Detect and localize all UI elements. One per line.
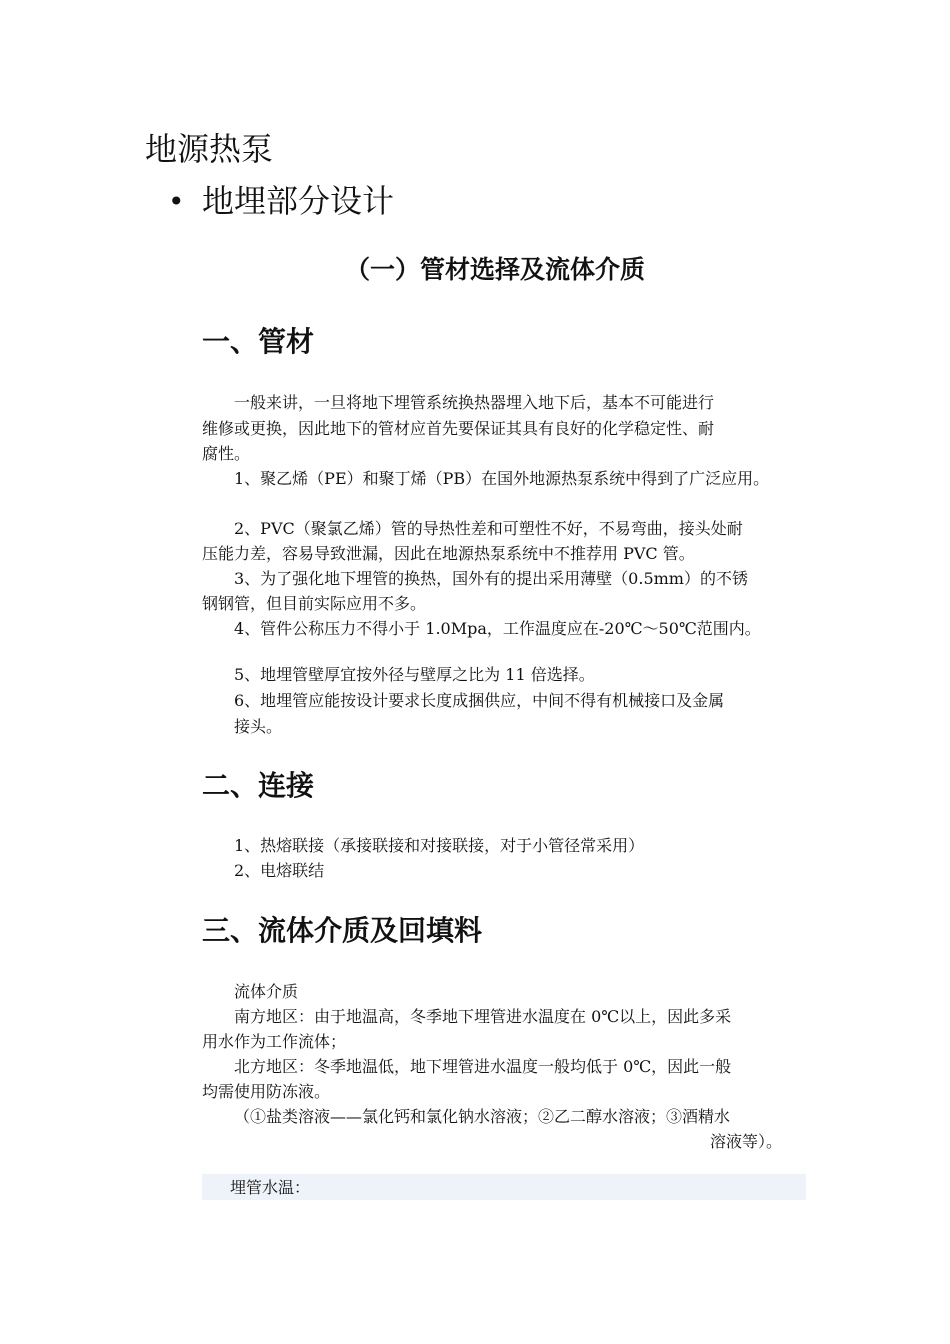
subsection-title: （一）管材选择及流体介质 (345, 255, 646, 284)
heading-fluid: 三、流体介质及回填料 (202, 914, 483, 947)
pipe-item-continuation: 接头。 (234, 717, 283, 736)
connection-item: 1、热熔联接（承接联接和对接联接，对于小管径常采用） (234, 836, 645, 855)
pipe-item-continuation: 压能力差，容易导致泄漏，因此在地源热泵系统中不推荐用 PVC 管。 (202, 544, 695, 563)
section-title: 地埋部分设计 (202, 182, 395, 220)
fluid-line: 北方地区：冬季地温低，地下埋管进水温度一般均低于 0℃，因此一般 (234, 1057, 732, 1076)
pipe-paragraph-line: 维修或更换，因此地下的管材应首先要保证其具有良好的化学稳定性、耐 (202, 419, 715, 438)
pipe-paragraph-line: 一般来讲，一旦将地下埋管系统换热器埋入地下后，基本不可能进行 (234, 393, 715, 412)
pipe-paragraph-line: 腐性。 (202, 444, 251, 463)
section-bullet: • (168, 185, 185, 218)
note-text: 埋管水温： (230, 1178, 311, 1197)
pipe-item: 6、地埋管应能按设计要求长度成捆供应，中间不得有机械接口及金属 (234, 691, 725, 710)
pipe-item-continuation: 钢钢管，但目前实际应用不多。 (202, 594, 427, 613)
pipe-item: 2、PVC（聚氯乙烯）管的导热性差和可塑性不好，不易弯曲，接头处耐 (234, 519, 743, 538)
heading-connection: 二、连接 (202, 769, 315, 802)
heading-pipe: 一、管材 (202, 325, 315, 358)
pipe-item: 1、聚乙烯（PE）和聚丁烯（PB）在国外地源热泵系统中得到了广泛应用。 (234, 469, 770, 488)
document-title: 地源热泵 (145, 130, 274, 168)
fluid-line: 南方地区：由于地温高，冬季地下埋管进水温度在 0℃以上，因此多采 (234, 1007, 732, 1026)
pipe-item: 4、管件公称压力不得小于 1.0Mpa，工作温度应在-20℃～50℃范围内。 (234, 619, 761, 638)
fluid-line: 用水作为工作流体； (202, 1032, 347, 1051)
fluid-line: 流体介质 (234, 982, 299, 1001)
fluid-line: 溶液等）。 (710, 1132, 783, 1151)
fluid-line: 均需使用防冻液。 (202, 1082, 331, 1101)
pipe-item: 3、为了强化地下埋管的换热，国外有的提出采用薄壁（0.5mm）的不锈 (234, 569, 748, 588)
connection-item: 2、电熔联结 (234, 861, 325, 880)
fluid-line: （①盐类溶液——氯化钙和氯化钠水溶液；②乙二醇水溶液；③酒精水 (234, 1107, 731, 1126)
pipe-item: 5、地埋管壁厚宜按外径与壁厚之比为 11 倍选择。 (234, 665, 595, 684)
